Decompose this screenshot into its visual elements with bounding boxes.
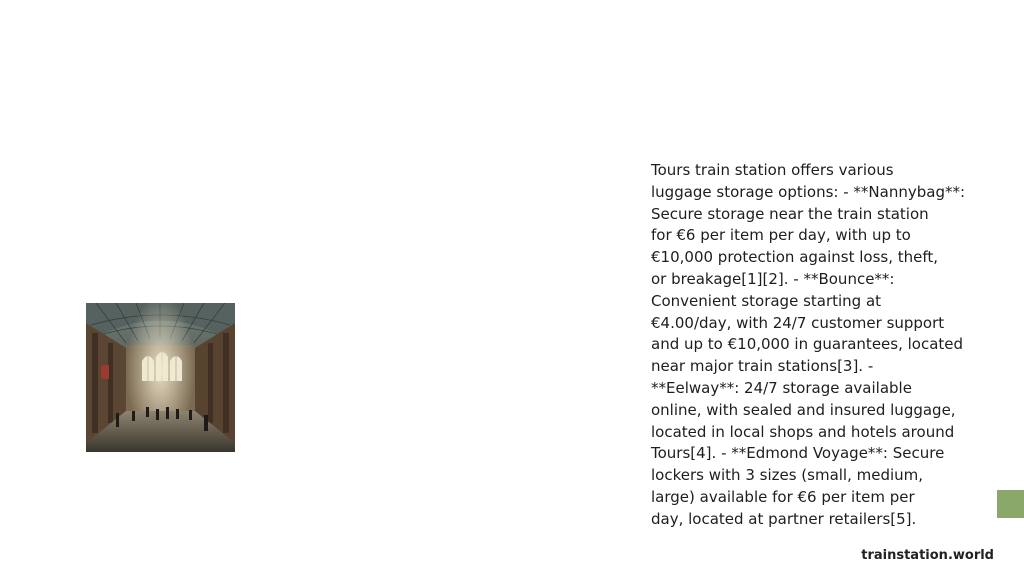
- site-watermark: trainstation.world: [861, 548, 994, 563]
- luggage-storage-description: Tours train station offers various luggage storage options: - **Nannybag**: Secure storage near the train station for €6 per item per day, with up to €10,000 protection against loss, theft, or breakage[1][2]. - **Bounce**: Convenient storage starting at €4.00/day, with 24/7 customer support and up to €10,000 in guarantees, located near major train stations[3]. - **Eelway**: 24/7 storage available online, with sealed and insured luggage, located in local shops and hotels around Tours[4]. - **Edmond Voyage**: Secure lockers with 3 sizes (small, medium, large) available for €6 per item per day, located at partner retailers[5].: [651, 161, 966, 528]
- train-station-hall-illustration: [86, 303, 235, 452]
- accent-square: [997, 490, 1024, 518]
- train-station-photo: [86, 303, 235, 452]
